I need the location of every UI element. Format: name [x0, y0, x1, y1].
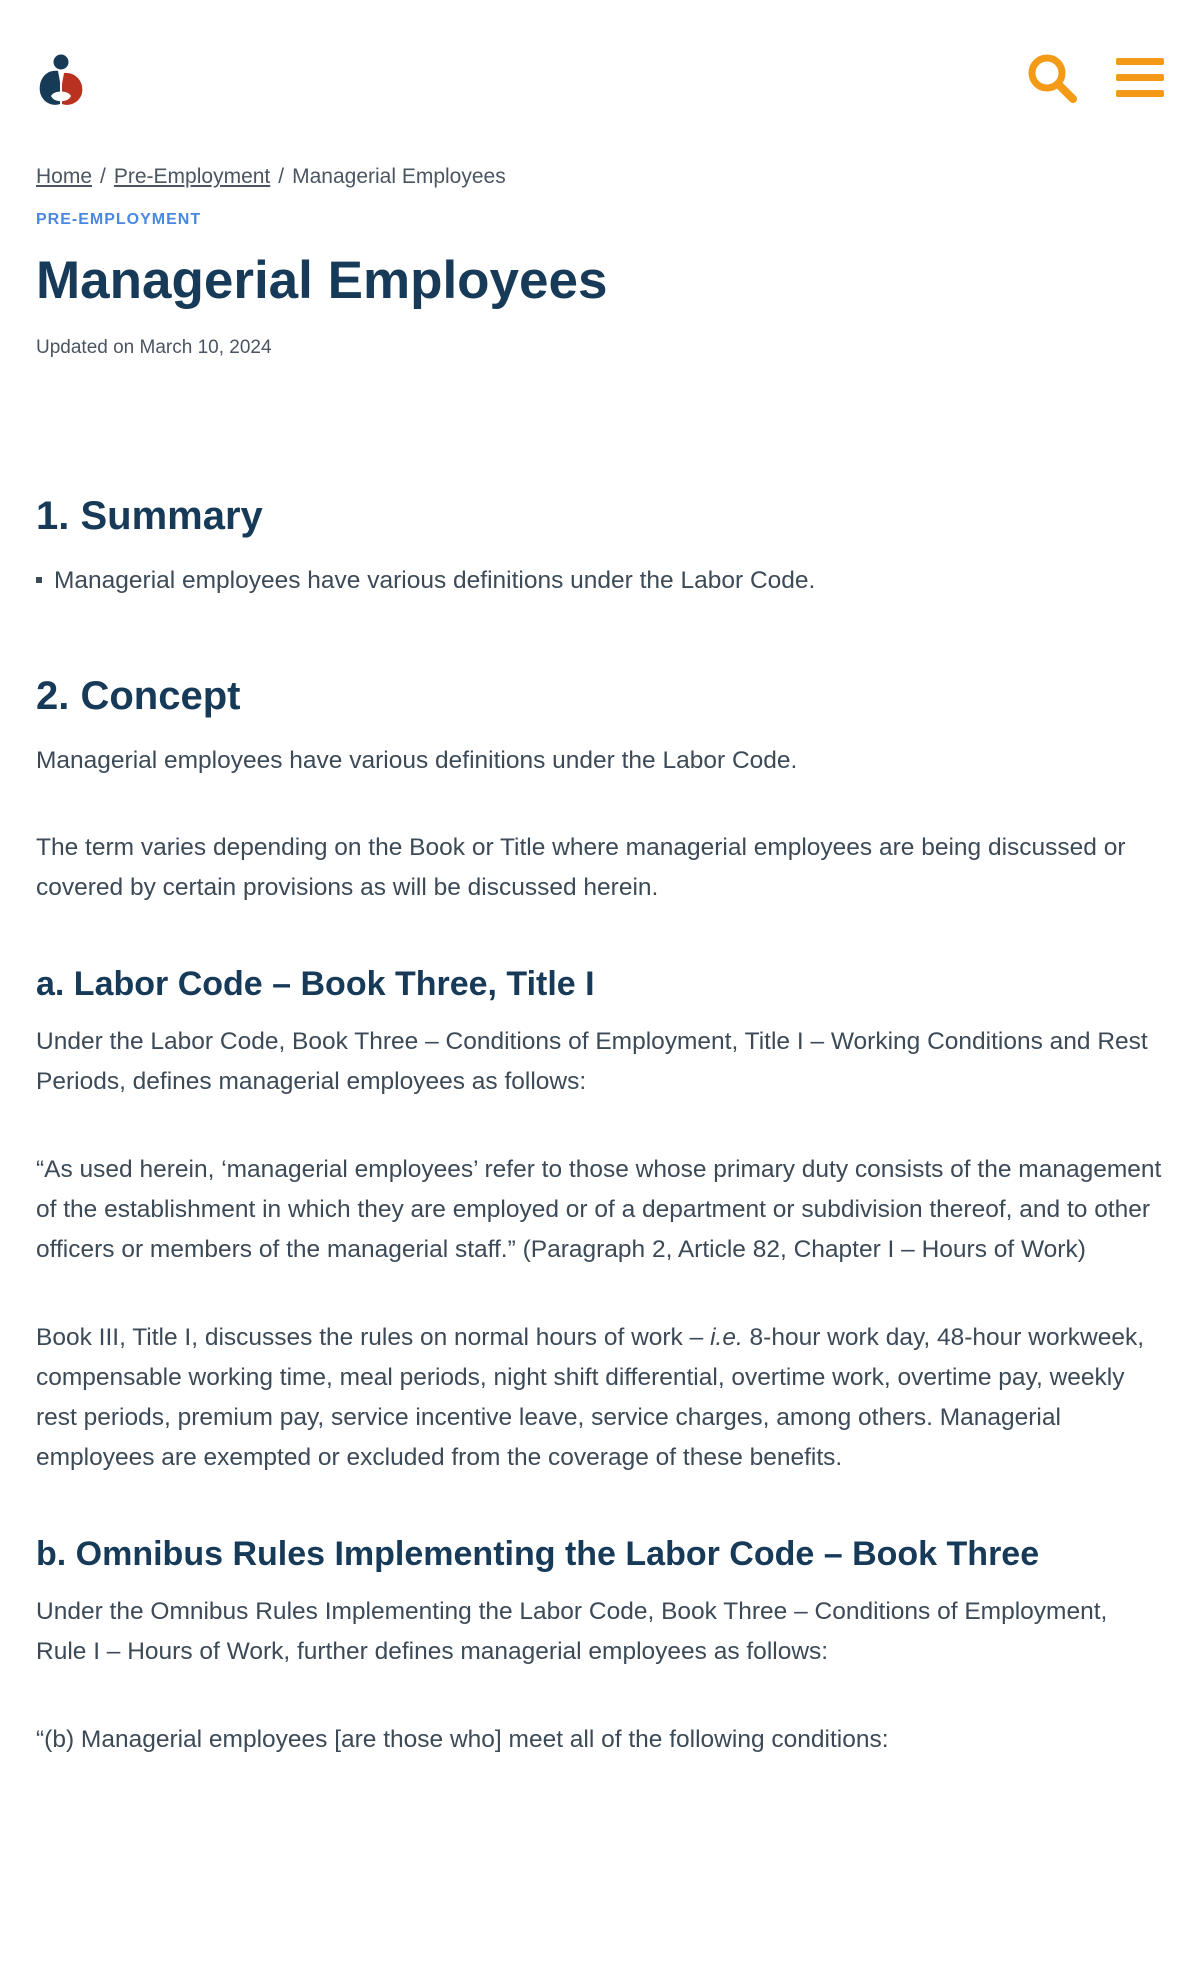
book-three-quote: “As used herein, ‘managerial employees’ refer to those whose primary duty consists of the management of the establishment in which they are employed or of a department or subdivision thereof, and to other officers or members of the managerial staff.” (Paragraph 2, Article 82, Chapter I – Hours of Work) — [36, 1156, 1162, 1263]
breadcrumb-separator: / — [100, 165, 106, 188]
page-title: Managerial Employees — [36, 251, 608, 310]
omnibus-heading: b. Omnibus Rules Implementing the Labor Code – Book Three — [36, 1535, 1040, 1573]
summary-section — [36, 491, 1164, 601]
mother-child-logo-icon — [36, 52, 86, 108]
breadcrumb — [36, 163, 1164, 191]
book-three-p3-start: Book III, Title I, discusses the rules on normal hours of work – — [36, 1324, 711, 1351]
omnibus-paragraph-2: “(b) Managerial employees [are those who] meet all of the following conditions: — [36, 1726, 889, 1753]
search-icon — [1026, 52, 1078, 104]
concept-heading: 2. Concept — [36, 674, 241, 718]
book-three-heading: a. Labor Code – Book Three, Title I — [36, 965, 595, 1003]
concept-paragraph-1: Managerial employees have various definitions under the Labor Code. — [36, 747, 798, 774]
summary-heading: 1. Summary — [36, 494, 263, 538]
logo-link[interactable] — [36, 52, 86, 108]
breadcrumb-home-link[interactable]: Home — [36, 165, 93, 188]
breadcrumb-pre-employment-link[interactable]: Pre-Employment — [113, 165, 271, 188]
menu-button[interactable] — [1116, 57, 1164, 104]
category-label: PRE-EMPLOYMENT — [36, 211, 202, 228]
book-three-p3-ie: i.e. — [710, 1324, 743, 1351]
concept-paragraph-2: The term varies depending on the Book or Title where managerial employees are being discussed or covered by certain provisions as will be discussed herein. — [36, 834, 1126, 901]
bullet-marker — [36, 577, 42, 583]
omnibus-paragraph-1: Under the Omnibus Rules Implementing the Labor Code, Book Three – Conditions of Employment, Rule I – Hours of Work, further defines managerial employees as follows: — [36, 1598, 1108, 1665]
breadcrumb-separator: / — [278, 165, 285, 188]
updated-date: Updated on March 10, 2024 — [36, 337, 272, 358]
summary-bullet-item — [36, 561, 1164, 601]
book-three-paragraph-1: Under the Labor Code, Book Three – Conditions of Employment, Title I – Working Conditions and Rest Periods, defines managerial employees as follows: — [36, 1028, 1148, 1095]
book-three-paragraph-3 — [36, 1318, 1164, 1478]
summary-bullet-text: Managerial employees have various definitions under the Labor Code. — [54, 567, 816, 594]
breadcrumb-current: Managerial Employees — [292, 165, 506, 188]
header-actions — [1026, 52, 1164, 109]
search-button[interactable] — [1026, 52, 1078, 109]
concept-section — [36, 671, 1164, 1760]
book-three-p3-end: 8-hour work day, 48-hour workweek, compensable working time, meal periods, night shift differential, overtime work, overtime pay, weekly rest periods, premium pay, service incentive leave, service charges, among others. Managerial employees are exempted or excluded from the coverage of these benefits. — [36, 1324, 1144, 1471]
site-header — [36, 0, 1164, 160]
hamburger-menu-icon — [1116, 57, 1164, 99]
